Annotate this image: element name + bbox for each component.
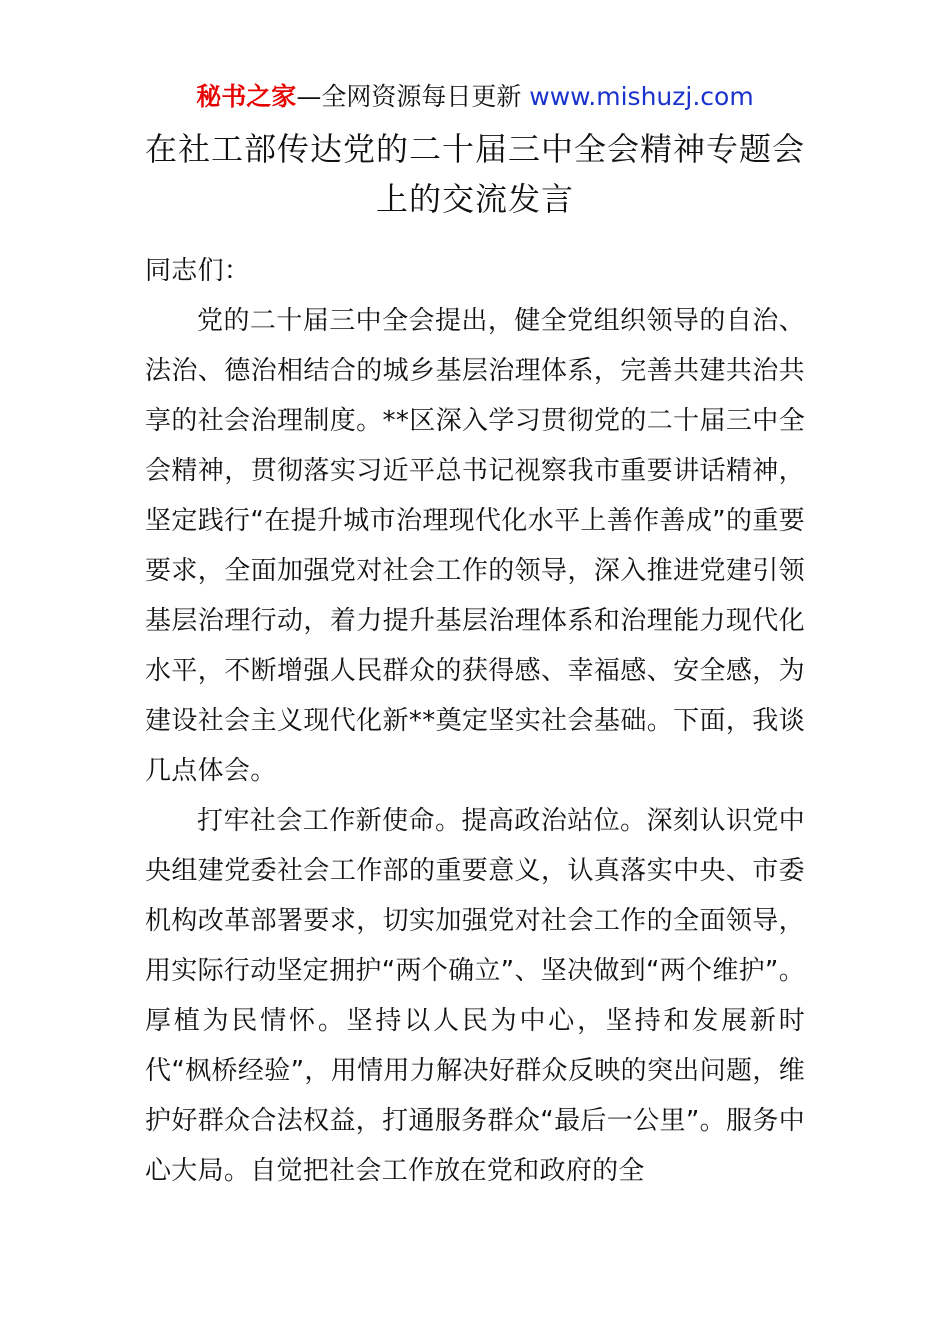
document-title: 在社工部传达党的二十届三中全会精神专题会上的交流发言 [145,130,806,218]
body-paragraph: 党的二十届三中全会提出，健全党组织领导的自治、法治、德治相结合的城乡基层治理体系，完善共建共治共享的社会治理制度。**区深入学习贯彻党的二十届三中全会精神，贯彻落实习近平总书记视察我市重要讲话精神，坚定践行“在提升城市治理现代化水平上善作善成”的重要要求，全面加强党对社会工作的领导，深入推进党建引领基层治理行动，着力提升基层治理体系和治理能力现代化水平，不断增强人民群众的获得感、幸福感、安全感，为建设社会主义现代化新**奠定坚实社会基础。下面，我谈几点体会。 [145,306,805,786]
document-body [145,246,805,1196]
site-tagline: —全网资源每日更新 [296,82,530,111]
salutation: 同志们： [145,256,251,286]
site-brand: 秘书之家 [196,82,297,111]
site-header [0,80,950,114]
site-url-link[interactable]: www.mishuzj.com [529,82,754,111]
body-paragraph: 打牢社会工作新使命。提高政治站位。深刻认识党中央组建党委社会工作部的重要意义，认真落实中央、市委机构改革部署要求，切实加强党对社会工作的全面领导，用实际行动坚定拥护“两个确立”、坚决做到“两个维护”。厚植为民情怀。坚持以人民为中心，坚持和发展新时代“枫桥经验”，用情用力解决好群众反映的突出问题，维护好群众合法权益，打通服务群众“最后一公里”。服务中心大局。自觉把社会工作放在党和政府的全 [145,806,805,1186]
